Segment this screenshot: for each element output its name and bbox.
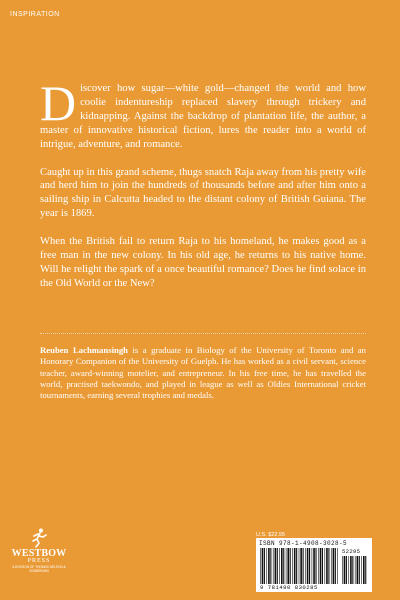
- isbn-text: ISBN 978-1-4908-3028-5: [259, 540, 348, 547]
- blurb-paragraph-3: When the British fail to return Raja to his homeland, he makes good as a free man in the new colony. In his old age, he returns to his native home. Will he relight the spark of a once beautiful romance? Does he find solace in the Old World or the New?: [40, 236, 366, 289]
- addon-digits: 52295: [342, 548, 361, 555]
- addon-barcode-bars: [342, 556, 368, 584]
- blurb-paragraph-1-text: iscover how sugar—white gold—changed the world and how coolie indentureship replaced slavery through trickery and kidnapping. Against the backdrop of plantation life, the author, a master of innovative historical fiction, lures the reader into a world of intrigue, adventure, and romance.: [40, 83, 366, 150]
- publisher-press: PRESS: [27, 558, 51, 564]
- isbn-barcode: [256, 538, 372, 592]
- author-bio-text: is a graduate in Biology of the University of Toronto and an Honorary Companion of the University of Guelph. He has worked as a civil servant, science teacher, award-winning motelier, and entrepreneur. In his free time, he has travelled the world, practised taekwondo, and played in league as well as Oldies International cricket tournaments, earning several trophies and medals.: [40, 345, 366, 401]
- section-divider: [40, 333, 366, 334]
- author-name: Reuben Lachmansingh: [40, 345, 129, 355]
- blurb-paragraph-2: Caught up in this grand scheme, thugs snatch Raja away from his pretty wife and herd him to join the hundreds of thousands before and after him onto a sailing ship in Calcutta headed to the distant colony of British Guiana. The year is 1869.: [40, 166, 366, 220]
- publisher-division: A DIVISION OF THOMAS NELSON & ZONDERVAN: [12, 565, 66, 573]
- publisher-brand: WESTBOW: [11, 548, 67, 559]
- ean-barcode-bars: [260, 548, 340, 584]
- category-label: INSPIRATION: [10, 11, 60, 18]
- back-cover-blurb: [40, 75, 366, 305]
- drop-cap: D: [40, 75, 77, 131]
- publisher-logo: [6, 528, 72, 573]
- runner-icon: [30, 528, 48, 548]
- ean-digits: 9 781490 830285: [260, 584, 318, 591]
- blurb-paragraph-1: [40, 75, 366, 152]
- author-bio: [40, 345, 366, 401]
- price-label: U.S. $22.95: [256, 532, 286, 538]
